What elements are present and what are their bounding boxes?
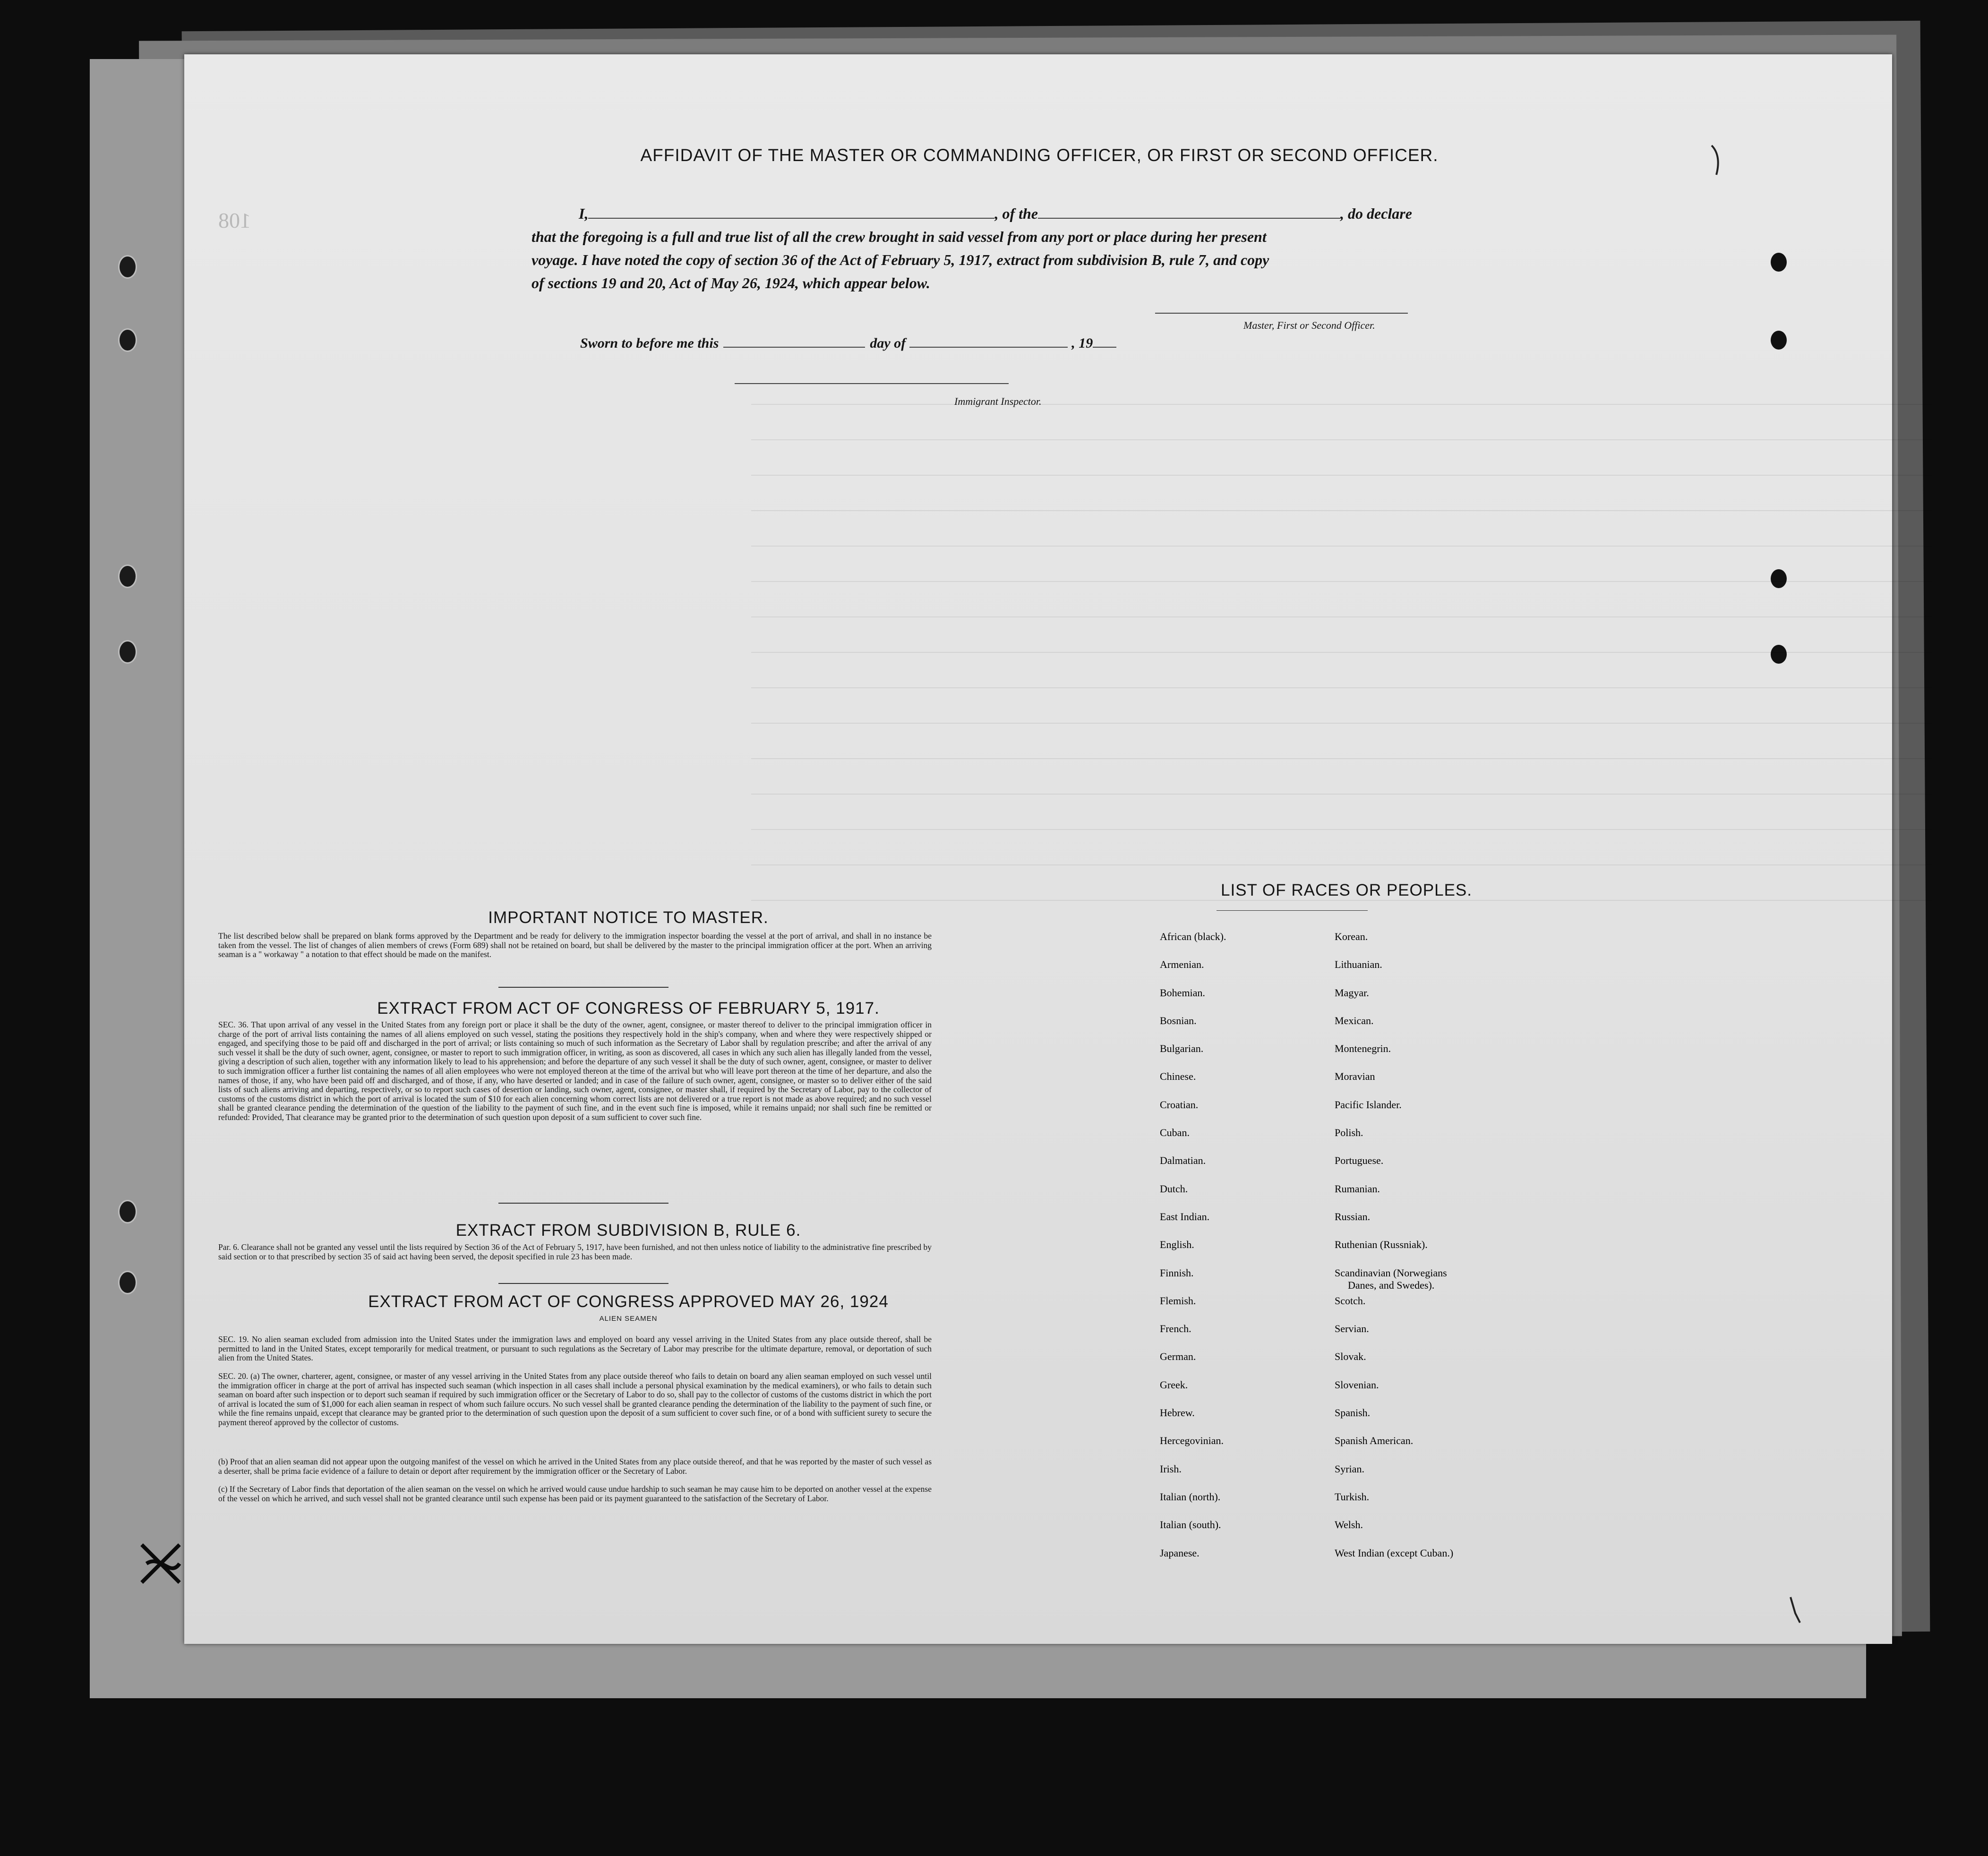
officer-name-field[interactable] [588,205,994,219]
race-item: West Indian (except Cuban.) [1335,1547,1454,1559]
section-divider [498,1283,668,1284]
bleed-through-line [751,546,1932,547]
bleed-through-line [751,687,1932,688]
affidavit-of-the: , of the [994,205,1038,222]
bleed-through-line [751,581,1932,582]
day-of-text: day of [870,335,906,351]
affidavit-line-3: voyage. I have noted the copy of section 36 of the Act of February 5, 1917, extract from subdivision B, rule 7, and copy [531,251,1269,268]
bleed-through-line [751,864,1932,865]
race-item: Italian (north). [1160,1490,1221,1503]
race-item: Bohemian. [1160,986,1205,999]
master-signature-field[interactable] [1155,313,1408,314]
handwritten-scribble-icon [132,1535,189,1592]
handwritten-check-icon [1786,1594,1805,1627]
punch-hole-icon [1771,645,1787,664]
notice-title: IMPORTANT NOTICE TO MASTER. [488,908,769,927]
race-item: Chinese. [1160,1070,1196,1083]
race-item: Montenegrin. [1335,1043,1391,1055]
race-item: Hercegovinian. [1160,1435,1224,1447]
extract-1924-subtitle: ALIEN SEAMEN [599,1315,658,1323]
race-item: German. [1160,1351,1196,1363]
master-caption: Master, First or Second Officer. [1243,319,1375,331]
race-item-scandinavian: Scandinavian (Norwegians [1335,1266,1447,1279]
punch-hole-icon [118,328,137,352]
affidavit-line-1 [531,202,1450,225]
affidavit-line-4: of sections 19 and 20, Act of May 26, 1924, which appear below. [531,274,930,291]
race-item: Dutch. [1160,1182,1188,1195]
notice-body: The list described below shall be prepared on blank forms approved by the Department and be ready for delivery to the immigration inspector boarding the vessel at the port of arrival, and shall in no instance be taken from the vessel. The list of changes of alien members of crews (Form 689) shall not be retained on board, but shall be delivered by the master to the principal immigration officer at the port. When an arriving seaman is a " workaway " a notation to that effect should be made on the manifest. [218,931,932,959]
extract-1917-body: SEC. 36. That upon arrival of any vessel in the United States from any foreign port or place it shall be the duty of the owner, agent, consignee, or master thereof to deliver to the principal immigration officer in charge of the port of arrival lists containing the names of all aliens employed on such vessel, stating the positions they respectively hold in the ship's company, when and where they were respectively shipped or engaged, and specifying those to be paid off and discharged in the port of arrival; or lists containing so much of such information as the Secretary of Labor shall by regulation prescribe; and after the arrival of any such vessel it shall be the duty of such owner, agent, consignee, or master to report to such immigration officer, in writing, as soon as discovered, all cases in which any such alien has illegally landed from the vessel, giving a description of such alien, together with any information likely to lead to his apprehension; and before the departure of any such vessel it shall be the duty of such owner, agent, consignee, or master to deliver to such immigration officer a further list containing the names of all alien employees who were not employed thereon at the time of the arrival but who will leave port thereon at the time of her departure, and also the names of those, if any, who have been paid off and discharged, and of those, if any, who have deserted or landed; and in case of the failure of such owner, agent, consignee, or master so to deliver either of the said lists of such aliens arriving and departing, respectively, or so to report such cases of desertion or landing, such owner, agent, consignee, or master shall, if required by the Secretary of Labor, pay to the collector of customs of the customs district in which the port of arrival is located the sum of $10 for each alien concerning whom correct lists are not delivered or a true report is not made as above required; and no such vessel shall be granted clearance pending the determination of the question of the liability to the payment of such fine, and in the event such fine is imposed, while it remains unpaid; nor shall such fine be remitted or refunded: Provided, That clearance may be granted prior to the determination of such question upon deposit of a sum sufficient to cover such fine. [218,1020,932,1122]
bleed-through-line [751,829,1932,830]
sworn-day-field[interactable] [723,334,865,348]
punch-hole-icon [118,1271,137,1294]
vessel-name-field[interactable] [1038,205,1340,219]
sworn-text: Sworn to before me this [580,335,719,351]
race-item: Lithuanian. [1335,958,1382,971]
race-item [1335,1267,1547,1295]
race-item: Russian. [1335,1210,1371,1223]
extract-1924-sec19: SEC. 19. No alien seaman excluded from admission into the United States under the immigration laws and employed on board any vessel arriving in the United States from any place outside thereof, shall be permitted to land in the United States, except temporarily for medical treatment, or pursuant to such regulations as the Secretary of Labor may prescribe for the ultimate departure, removal, or deportation of such alien from the United States. [218,1334,932,1363]
punch-hole-icon [1771,253,1787,272]
race-item: Turkish. [1335,1490,1370,1503]
bleed-through-line [751,758,1932,759]
race-item: Greek. [1160,1378,1188,1391]
affidavit-title: AFFIDAVIT OF THE MASTER OR COMMANDING OFFICER, OR FIRST OR SECOND OFFICER. [640,145,1439,165]
race-item: Italian (south). [1160,1519,1221,1531]
extract-1917-title: EXTRACT FROM ACT OF CONGRESS OF FEBRUARY 5, 1917. [377,999,880,1018]
bleed-through-line [751,794,1932,795]
race-item: Syrian. [1335,1463,1364,1475]
race-item: Pacific Islander. [1335,1098,1402,1111]
race-item: Mexican. [1335,1014,1374,1026]
affidavit-body [531,202,1450,295]
extract-rule6-body: Par. 6. Clearance shall not be granted any vessel until the lists required by Section 36 of the Act of February 5, 1917, have been furnished, and not then unless notice of liability to the administrative fine prescribed by said section or to that prescribed by section 35 of said act having been served, the deposit specified in rule 23 has been made. [218,1242,932,1261]
race-item: Bulgarian. [1160,1043,1204,1055]
bleed-through-line [751,723,1932,724]
bleed-through-line [751,404,1932,405]
race-item: Bosnian. [1160,1014,1197,1026]
handwritten-mark-icon [1708,142,1727,180]
race-item: Cuban. [1160,1127,1190,1139]
race-item: Polish. [1335,1127,1363,1139]
race-item: Slovak. [1335,1351,1366,1363]
race-item: Welsh. [1335,1519,1363,1531]
section-divider [1217,910,1368,911]
bleed-through-line [751,439,1932,440]
bleed-through-line [751,475,1932,476]
race-item: French. [1160,1323,1191,1335]
race-item: Servian. [1335,1323,1369,1335]
sworn-month-field[interactable] [909,334,1068,348]
races-title: LIST OF RACES OR PEOPLES. [1220,881,1472,899]
bleed-through-line [751,652,1932,653]
races-right-column [1335,931,1547,1575]
race-item: African (black). [1160,931,1226,942]
race-item: Slovenian. [1335,1378,1379,1391]
race-item: Dalmatian. [1160,1155,1206,1167]
punch-hole-icon [1771,331,1787,350]
affidavit-line-2: that the foregoing is a full and true list of all the crew brought in said vessel from any port or place during her present [531,228,1267,245]
bleed-through-line [751,616,1932,617]
race-item: Spanish American. [1335,1435,1414,1447]
extract-1924-sec20a: SEC. 20. (a) The owner, charterer, agent, consignee, or master of any vessel arriving in the United States from any place outside thereof who fails to detain on board any alien seaman employed on such vessel until the immigration officer in charge at the port of arrival has inspected such seaman (which inspection in all cases shall include a personal physical examination by the medical examiners), or who fails to detain such seaman on board after such inspection or to deport such seaman if required by such immigration officer or the Secretary of Labor to do so, shall pay to the collector of customs of the customs district in which the port of arrival is located the sum of $1,000 for each alien seaman in respect of whom such failure occurs. No such vessel shall be granted clearance pending the determination of the liability to the payment of such fine, or while the fine remains unpaid, except that clearance may be granted prior to the determination of such question upon the deposit of a sum sufficient to cover such fine, or of a bond with sufficient surety to secure the payment thereof approved by the collector of customs. [218,1371,932,1427]
inspector-caption: Immigrant Inspector. [954,395,1042,407]
race-item: Rumanian. [1335,1182,1380,1195]
race-item: Magyar. [1335,986,1369,999]
race-item: Irish. [1160,1463,1182,1475]
race-item: East Indian. [1160,1210,1210,1223]
extract-1924-sec20c: (c) If the Secretary of Labor finds that deportation of the alien seaman on the vessel on which he arrived would cause undue hardship to such seaman he may cause him to be deported on another vessel at the expense of the vessel on which he arrived, and such vessel shall not be granted clearance until such expense has been paid or its payment guaranteed to the satisfaction of the Secretary of Labor. [218,1484,932,1503]
punch-hole-icon [118,255,137,279]
bleed-through-line [751,510,1932,511]
race-item: Armenian. [1160,958,1204,971]
race-item: Croatian. [1160,1098,1199,1111]
affidavit-declare: , do declare [1340,205,1412,222]
stamp-number: 108 [218,208,251,232]
punch-hole-icon [118,640,137,664]
race-item: Portuguese. [1335,1155,1384,1167]
race-item: Moravian [1335,1070,1375,1083]
race-item: English. [1160,1239,1194,1251]
punch-hole-icon [1771,569,1787,588]
affidavit-i: I, [579,205,589,222]
sworn-line [580,334,1116,351]
section-divider [498,987,668,988]
race-item: Spanish. [1335,1407,1371,1419]
race-item: Flemish. [1160,1294,1196,1307]
race-item-scandinavian-cont: Danes, and Swedes). [1348,1279,1435,1291]
sworn-year-field[interactable] [1093,334,1116,348]
race-item: Korean. [1335,931,1368,942]
race-item: Ruthenian (Russniak). [1335,1239,1428,1251]
race-item: Finnish. [1160,1266,1194,1279]
extract-rule6-title: EXTRACT FROM SUBDIVISION B, RULE 6. [455,1221,801,1240]
year-text: , 19 [1071,335,1093,351]
punch-hole-icon [118,1200,137,1223]
inspector-signature-field[interactable] [735,383,1009,384]
race-item: Japanese. [1160,1547,1200,1559]
extract-1924-title: EXTRACT FROM ACT OF CONGRESS APPROVED MAY 26, 1924 [368,1292,889,1311]
punch-hole-icon [118,564,137,588]
bleed-through-line [751,900,1932,901]
races-left-column [1160,931,1325,1575]
race-item: Hebrew. [1160,1407,1195,1419]
section-divider [498,1203,668,1204]
extract-1924-sec20b: (b) Proof that an alien seaman did not appear upon the outgoing manifest of the vessel on which he arrived in the United States from any place outside thereof, and that he was reported by the master of such vessel as a deserter, shall be prima facie evidence of a failure to detain or deport after requirement by the immigration officer or the Secretary of Labor. [218,1457,932,1476]
race-item: Scotch. [1335,1294,1366,1307]
